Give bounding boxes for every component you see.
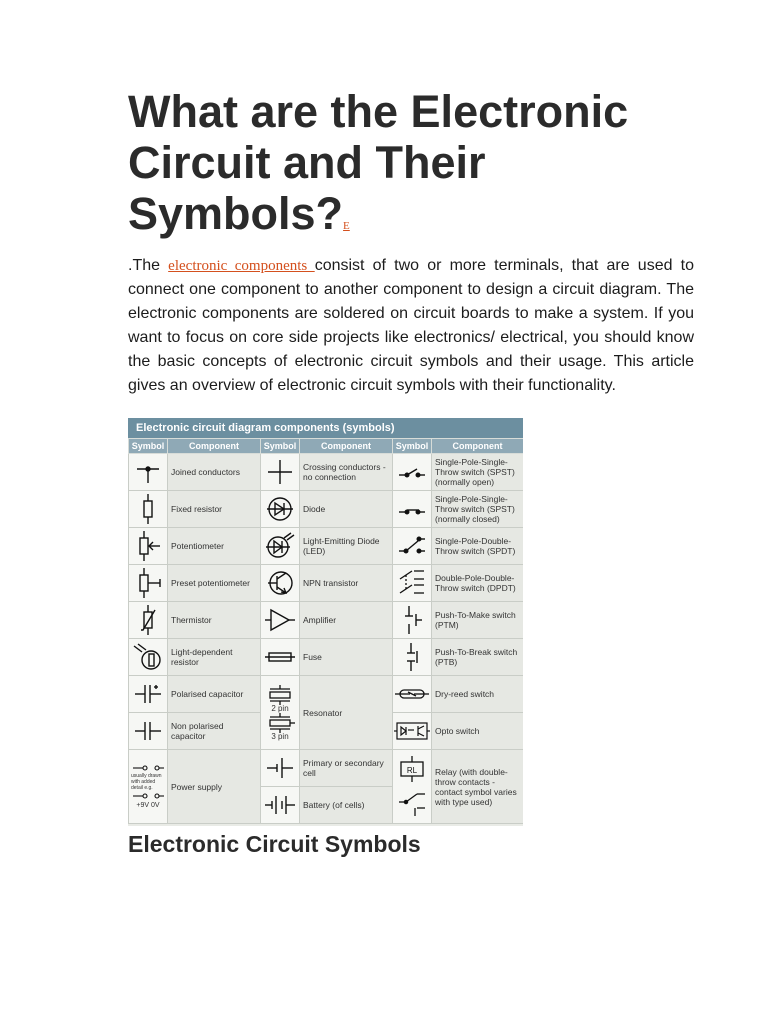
table-row	[129, 491, 524, 528]
title-marker-link[interactable]: E	[343, 220, 350, 232]
power-supply-note: usually drawn with added detail e.g.	[131, 772, 162, 791]
symbol-cell	[261, 639, 300, 676]
component-label: Light-dependent resistor	[168, 639, 261, 676]
component-label: Primary or secondary cell	[300, 750, 393, 787]
fixed-resistor-symbol	[133, 493, 163, 525]
intro-text: consist of two or more terminals, that are used to connect one component to another component to design a circuit diagram. The electronic components are soldered on circuit boards to make a system. If you want to focus on core side projects like electronics/ electrical, you should know the basic concepts of electronic circuit symbols and their usage. This article gives an overview of electronic circuit symbols with their functionality.	[128, 257, 694, 394]
symbol-cell	[261, 565, 300, 602]
potentiometer-symbol	[133, 530, 163, 562]
primary-cell-symbol	[265, 753, 295, 783]
component-label: Single-Pole-Single-Throw switch (SPST) (normally open)	[432, 454, 524, 491]
header-cell: Component	[432, 439, 524, 454]
table-row	[129, 676, 524, 713]
symbol-cell	[261, 602, 300, 639]
component-label: Battery (of cells)	[300, 787, 393, 824]
symbol-cell	[261, 750, 300, 787]
spdt-symbol	[396, 531, 428, 561]
symbol-cell	[261, 528, 300, 565]
table-row	[129, 602, 524, 639]
article-title	[128, 86, 688, 252]
crossing-conductors-symbol	[265, 457, 295, 487]
component-label: Opto switch	[432, 713, 524, 750]
component-label: Potentiometer	[168, 528, 261, 565]
dry-reed-switch-symbol	[394, 679, 430, 709]
table-row	[129, 528, 524, 565]
table-row	[129, 454, 524, 491]
resonator-2pin-symbol	[264, 685, 296, 705]
intro-prefix: .The	[128, 257, 169, 274]
power-supply-terminals-symbol	[131, 763, 165, 773]
resonator-2pin-label: 2 pin	[271, 703, 289, 713]
symbol-cell	[393, 750, 432, 824]
symbol-cell	[129, 639, 168, 676]
spst-closed-symbol	[396, 494, 428, 524]
symbol-cell	[393, 639, 432, 676]
circuit-symbols-table-image	[128, 418, 523, 826]
component-label: NPN transistor	[300, 565, 393, 602]
joined-conductors-symbol	[133, 457, 163, 487]
symbol-cell	[129, 602, 168, 639]
symbol-cell	[393, 602, 432, 639]
header-cell: Symbol	[393, 439, 432, 454]
polarised-capacitor-symbol	[133, 679, 163, 709]
section-subtitle: Electronic Circuit Symbols	[128, 831, 421, 857]
power-supply-detail-symbol	[131, 791, 165, 801]
symbols-table	[128, 438, 523, 824]
component-label: Joined conductors	[168, 454, 261, 491]
symbol-cell	[393, 565, 432, 602]
component-label: Light-Emitting Diode (LED)	[300, 528, 393, 565]
symbol-cell	[129, 454, 168, 491]
electronic-components-link[interactable]: electronic components	[168, 258, 315, 274]
symbol-cell	[261, 491, 300, 528]
npn-transistor-symbol	[265, 568, 295, 598]
symbol-cell	[261, 676, 300, 750]
symbol-cell	[129, 750, 168, 824]
push-to-make-symbol	[397, 604, 427, 636]
intro-paragraph	[128, 254, 694, 398]
table-row	[129, 565, 524, 602]
opto-switch-symbol	[394, 716, 430, 746]
table-caption: Electronic circuit diagram components (symbols)	[128, 418, 523, 438]
component-label: Push-To-Break switch (PTB)	[432, 639, 524, 676]
table-row	[129, 750, 524, 787]
symbol-cell	[393, 713, 432, 750]
dpdt-symbol	[396, 567, 428, 599]
ldr-symbol	[132, 642, 164, 672]
symbol-cell	[393, 676, 432, 713]
non-polarised-capacitor-symbol	[133, 716, 163, 746]
component-label: Fuse	[300, 639, 393, 676]
component-label: Preset potentiometer	[168, 565, 261, 602]
symbol-cell	[393, 528, 432, 565]
symbol-cell	[393, 491, 432, 528]
symbol-cell	[129, 565, 168, 602]
push-to-break-symbol	[397, 641, 427, 673]
resonator-3pin-symbol	[264, 713, 296, 733]
component-label: Single-Pole-Double-Throw switch (SPDT)	[432, 528, 524, 565]
spst-open-symbol	[396, 457, 428, 487]
symbol-cell	[129, 491, 168, 528]
title-text: What are the Electronic Circuit and Their Symbols?	[128, 86, 629, 239]
component-label: Crossing conductors -no connection	[300, 454, 393, 491]
component-label: Power supply	[168, 750, 261, 824]
symbol-cell	[129, 713, 168, 750]
thermistor-symbol	[133, 604, 163, 636]
battery-symbol	[264, 790, 296, 820]
table-row	[129, 639, 524, 676]
table-header-row	[129, 439, 524, 454]
component-label: Fixed resistor	[168, 491, 261, 528]
component-label: Thermistor	[168, 602, 261, 639]
amplifier-symbol	[263, 605, 297, 635]
header-cell: Component	[300, 439, 393, 454]
resonator-3pin-label: 3 pin	[271, 731, 289, 741]
relay-symbol	[395, 754, 429, 820]
component-label: Amplifier	[300, 602, 393, 639]
relay-box-label: RL	[406, 765, 418, 775]
symbol-cell	[129, 676, 168, 713]
component-label: Single-Pole-Single-Throw switch (SPST) (normally closed)	[432, 491, 524, 528]
preset-potentiometer-symbol	[133, 567, 163, 599]
fuse-symbol	[263, 642, 297, 672]
diode-symbol	[265, 494, 295, 524]
symbol-cell	[129, 528, 168, 565]
component-label: Resonator	[300, 676, 393, 750]
component-label: Diode	[300, 491, 393, 528]
symbol-cell	[261, 787, 300, 824]
component-label: Double-Pole-Double-Throw switch (DPDT)	[432, 565, 524, 602]
led-symbol	[264, 531, 296, 561]
component-label: Polarised capacitor	[168, 676, 261, 713]
symbol-cell	[261, 454, 300, 491]
power-supply-voltage: +9V 0V	[136, 801, 160, 809]
component-label: Relay (with double-throw contacts - contact symbol varies with type used)	[432, 750, 524, 824]
component-label: Non polarised capacitor	[168, 713, 261, 750]
symbol-cell	[393, 454, 432, 491]
component-label: Push-To-Make switch (PTM)	[432, 602, 524, 639]
component-label: Dry-reed switch	[432, 676, 524, 713]
header-cell: Component	[168, 439, 261, 454]
header-cell: Symbol	[129, 439, 168, 454]
header-cell: Symbol	[261, 439, 300, 454]
